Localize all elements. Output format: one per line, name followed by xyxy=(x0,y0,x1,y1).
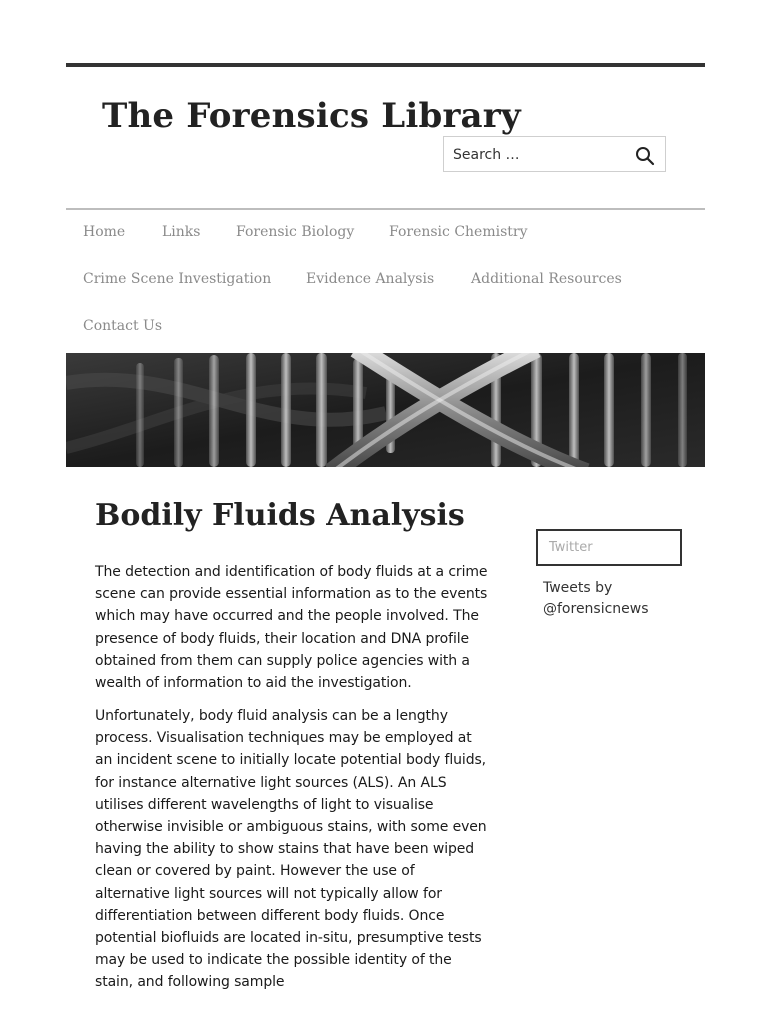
article-title: Bodily Fluids Analysis xyxy=(95,498,465,533)
header-banner xyxy=(66,353,705,467)
nav-item-forensic-biology[interactable]: Forensic Biology xyxy=(236,224,355,240)
nav-item-forensic-chemistry[interactable]: Forensic Chemistry xyxy=(389,224,528,240)
nav-item-additional-resources[interactable]: Additional Resources xyxy=(471,271,622,287)
header-top-rule xyxy=(66,63,705,67)
tweets-link[interactable]: Tweets by @forensicnews xyxy=(543,580,649,617)
nav-item-home[interactable]: Home xyxy=(83,224,126,240)
nav-item-contact-us[interactable]: Contact Us xyxy=(83,318,163,334)
search-form xyxy=(443,136,666,172)
nav-top-rule xyxy=(66,208,705,210)
nav-item-crime-scene-investigation[interactable]: Crime Scene Investigation xyxy=(83,271,272,287)
article-content xyxy=(95,498,490,991)
site-title[interactable]: The Forensics Library xyxy=(102,96,521,136)
article-paragraph: The detection and identification of body fluids at a crime scene can provide essential information as to the events which may have occurred and the people involved. The presence of body fluids, their location and DNA profile obtained from them can supply police agencies with a wealth of information to aid the investigation. xyxy=(95,564,488,692)
article-paragraph: Unfortunately, body fluid analysis can be a lengthy process. Visualisation techniques may be employed at an incident scene to initially locate potential body fluids, for instance alternative light sources (ALS). An ALS utilises different wavelengths of light to visualise otherwise invisible or ambiguous stains, with some even having the ability to show stains that have been wiped clean or covered by paint. However the use of alternative light sources will not typically allow for differentiation between different body fluids. Once potential biofluids are located in-situ, presumptive tests may be used to indicate the possible identity of the stain, and following sample xyxy=(95,708,487,991)
nav-item-links[interactable]: Links xyxy=(162,224,201,240)
twitter-widget xyxy=(536,529,682,566)
search-button[interactable] xyxy=(635,146,655,166)
widget-title: Twitter xyxy=(549,540,593,555)
dna-helix-image xyxy=(66,353,705,467)
nav-item-evidence-analysis[interactable]: Evidence Analysis xyxy=(306,271,435,287)
search-icon xyxy=(635,146,655,166)
search-input[interactable] xyxy=(453,145,623,165)
